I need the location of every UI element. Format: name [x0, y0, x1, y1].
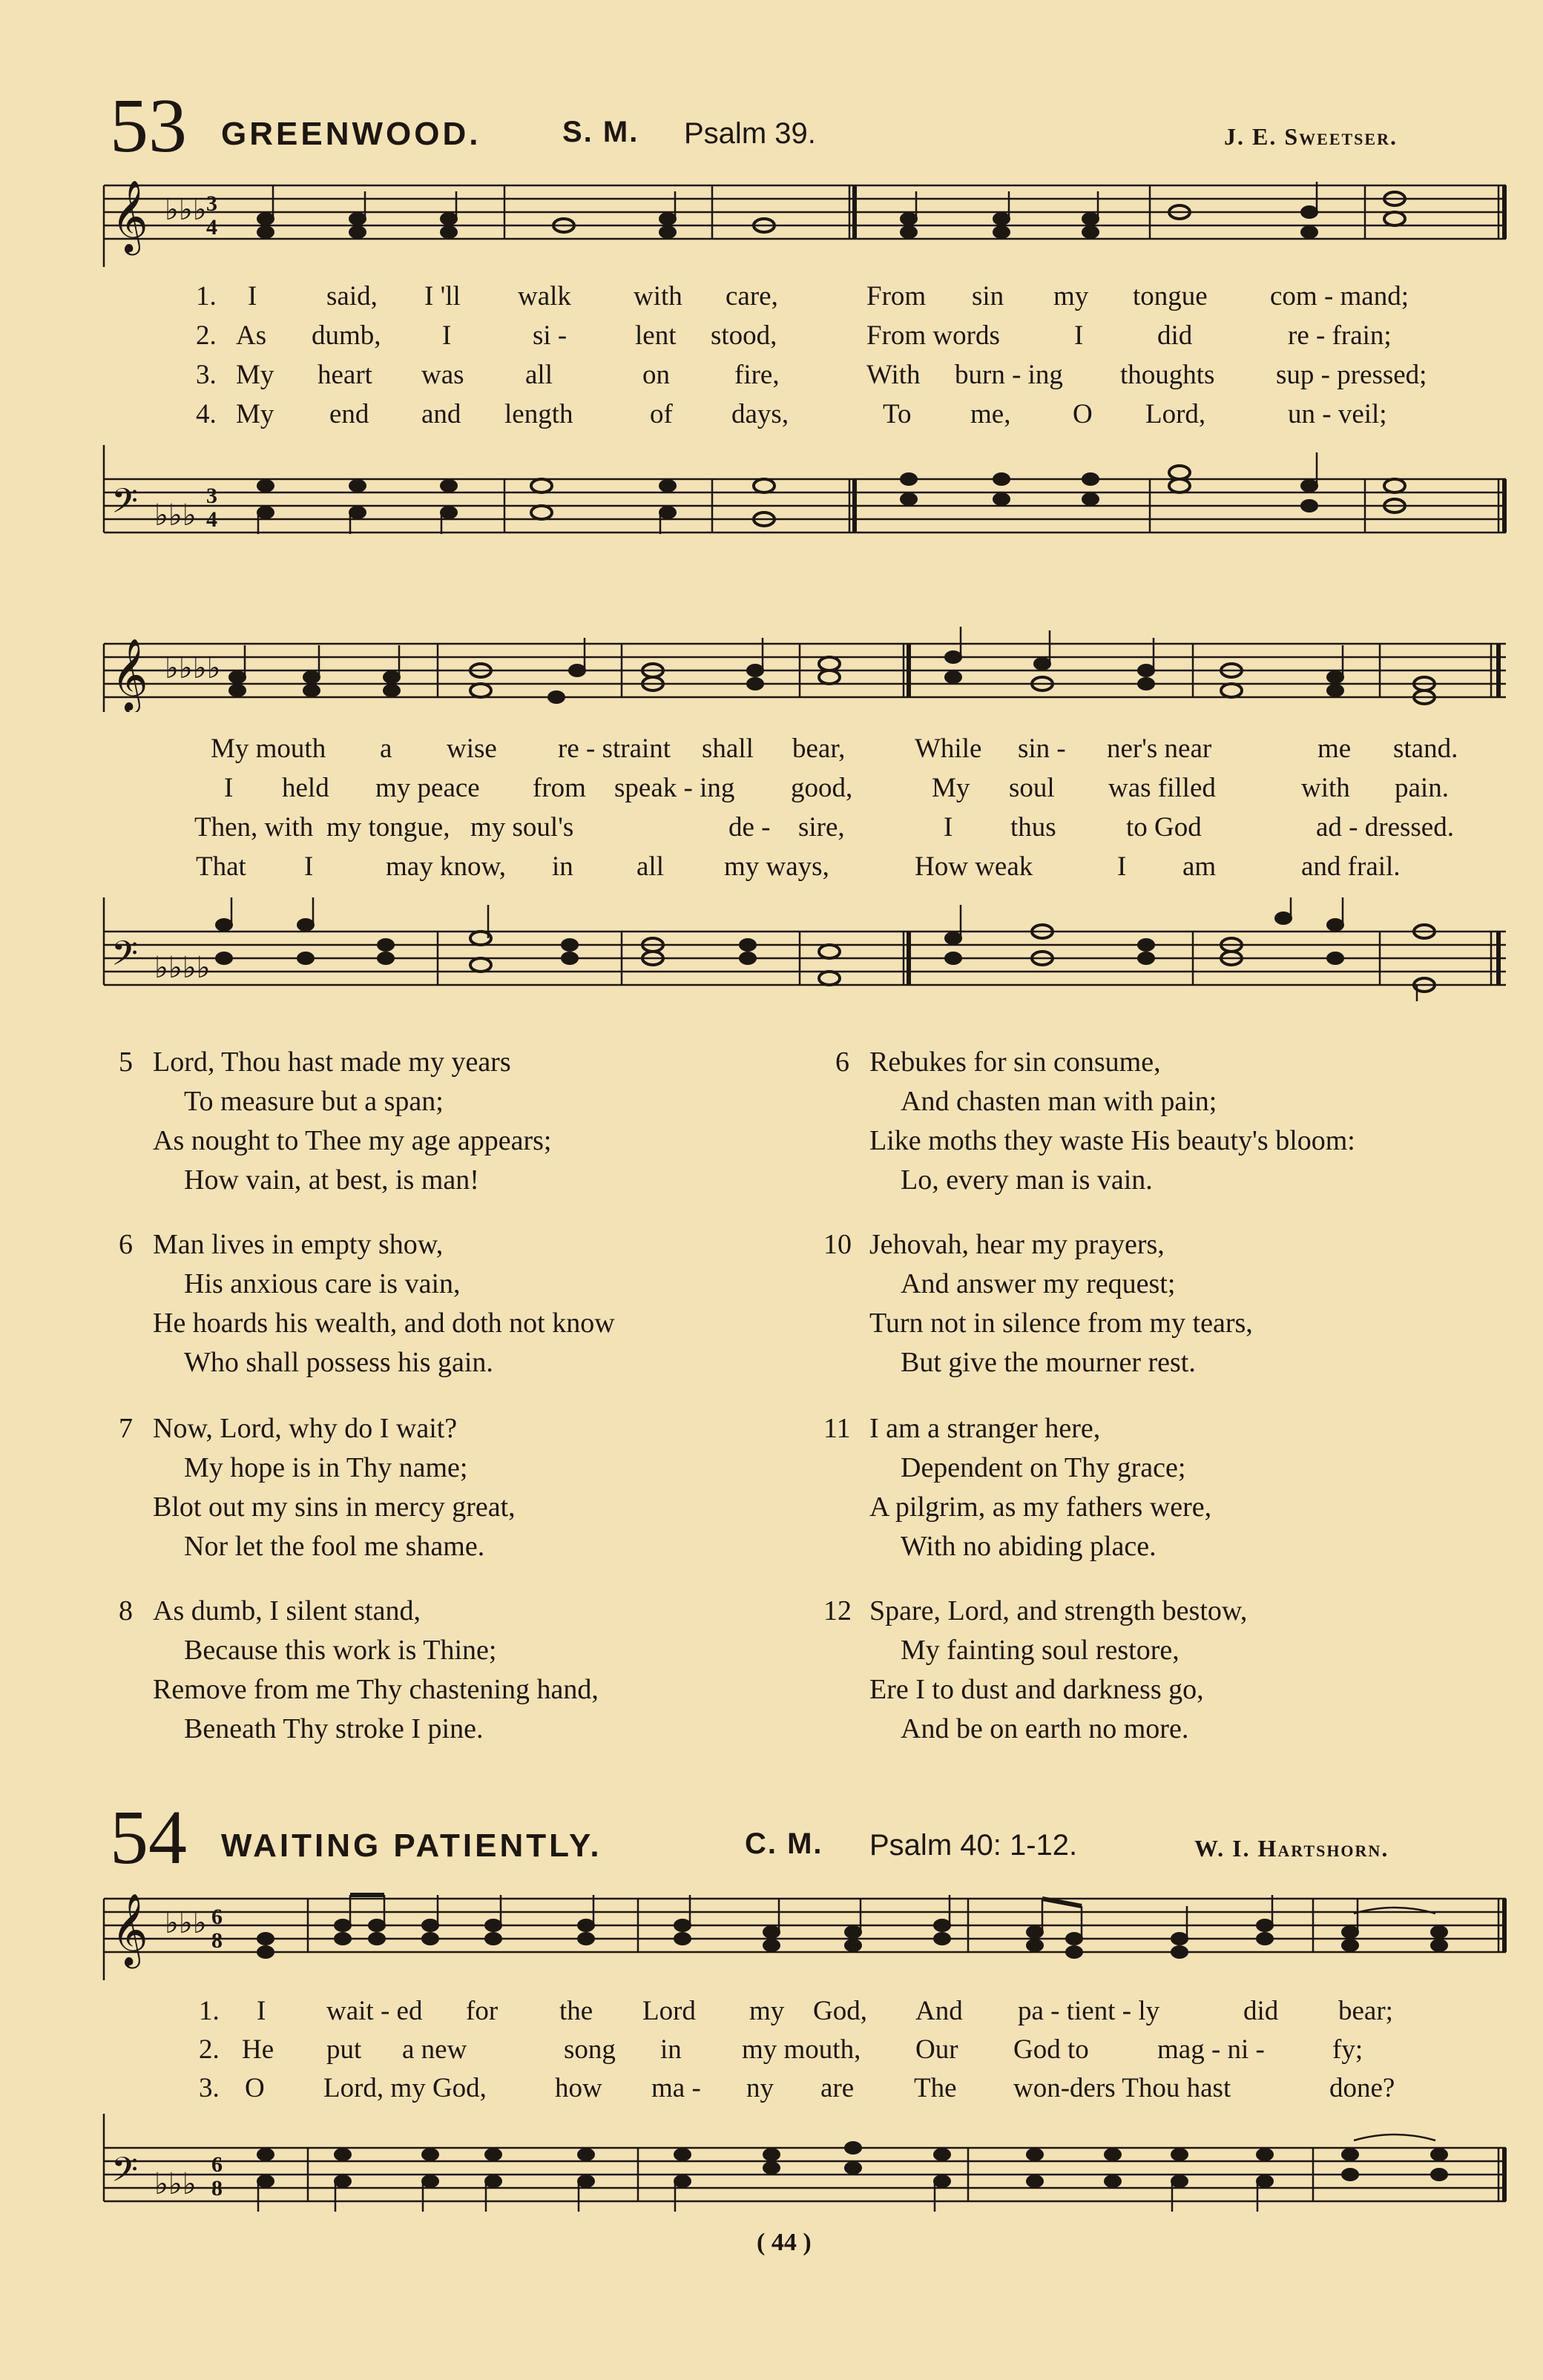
stanza [119, 1225, 615, 1382]
stanza-line: With no abiding place. [901, 1531, 1157, 1562]
hymn-53-system-1-treble-staff [0, 178, 1543, 267]
hymn-number: 53 [110, 83, 187, 168]
lyric: de - [728, 812, 771, 843]
lyric: Then, with [194, 812, 314, 843]
lyric: ad - dressed. [1316, 812, 1454, 843]
lyric: Lord, my God, [323, 2073, 487, 2103]
verse-line-2 [0, 2034, 1543, 2071]
hymn-54-treble-staff [0, 1891, 1543, 1980]
verse-line-2 [0, 772, 1543, 809]
lyric: said, [326, 281, 378, 311]
lyric: was filled [1108, 773, 1216, 803]
hymn-meter: S. M. [562, 116, 639, 148]
lyric: My [236, 399, 274, 429]
svg-text:𝄢: 𝄢 [111, 483, 139, 529]
stanza-line: Remove from me Thy chastening hand, [153, 1674, 599, 1705]
hymn-54-bass-staff [0, 2114, 1543, 2218]
lyric: did [1157, 320, 1193, 351]
lyric: God, [813, 1996, 867, 2026]
hymn-meter: C. M. [745, 1827, 823, 1860]
lyric: The [914, 2073, 957, 2103]
lyric: I [304, 851, 314, 882]
verse-line-3 [0, 2072, 1543, 2109]
svg-text:6: 6 [211, 2152, 223, 2177]
lyric: me, [970, 399, 1011, 429]
lyric: re - straint [558, 734, 671, 764]
lyric: in [552, 851, 573, 882]
lyric: of [650, 399, 673, 429]
hymn-53-header [0, 83, 1543, 169]
lyric: He [242, 2034, 274, 2065]
svg-text:𝄢: 𝄢 [111, 935, 139, 981]
lyric: stood, [711, 320, 777, 351]
stanza-line: As dumb, I silent stand, [153, 1595, 421, 1626]
stanza-line: Beneath Thy stroke I pine. [184, 1713, 484, 1744]
verse-line-1 [0, 1995, 1543, 2032]
stanza-line: How vain, at best, is man! [184, 1164, 479, 1196]
lyric: My mouth [211, 734, 326, 764]
hymn-title: GREENWOOD. [221, 116, 481, 152]
lyric: and frail. [1301, 851, 1401, 882]
stanza-line: But give the mourner rest. [901, 1347, 1196, 1378]
stanza-number: 6 [835, 1046, 849, 1078]
stanza-line: My fainting soul restore, [901, 1635, 1180, 1666]
lyric: days, [731, 399, 789, 429]
stanza-line: A pilgrim, as my fathers were, [869, 1491, 1212, 1523]
svg-text:8: 8 [211, 2176, 223, 2201]
verse-number: 3. [199, 2073, 220, 2103]
lyric: my soul's [470, 812, 574, 843]
lyric: with [1301, 773, 1350, 803]
lyric: my tongue, [326, 812, 450, 843]
stanza [119, 1043, 552, 1200]
lyric: walk [518, 281, 571, 311]
lyric: on [642, 360, 670, 390]
hymn-number: 54 [110, 1795, 187, 1880]
lyric: care, [726, 281, 778, 311]
svg-text:♭♭♭♭: ♭♭♭♭ [154, 951, 211, 984]
lyric: fy; [1332, 2034, 1363, 2065]
lyric: my [749, 1996, 785, 2026]
lyric: my mouth, [742, 2034, 861, 2065]
lyric: Lord, [1145, 399, 1206, 429]
stanza-line: Dependent on Thy grace; [901, 1452, 1186, 1483]
stanza-line: Jehovah, hear my prayers, [869, 1229, 1165, 1260]
stanza [823, 1225, 1253, 1382]
verse-line-3 [0, 811, 1543, 848]
stanza-line: And chasten man with pain; [901, 1086, 1217, 1117]
stanza-line: Ere I to dust and darkness go, [869, 1674, 1204, 1705]
stanza-line: To measure but a span; [184, 1086, 444, 1117]
stanza-line: Now, Lord, why do I wait? [153, 1413, 458, 1444]
lyric: pain. [1395, 773, 1449, 803]
lyric: My [236, 360, 274, 390]
lyric: si - [533, 320, 567, 351]
lyric: won-ders Thou hast [1013, 2073, 1231, 2103]
svg-text:𝄞: 𝄞 [111, 179, 148, 252]
lyric: ma - [651, 2073, 701, 2103]
stanza [835, 1043, 1355, 1200]
hymn-composer: J. E. Sweetser. [1224, 123, 1398, 150]
verse-number: 1. [199, 1996, 220, 2026]
lyric: stand. [1393, 734, 1458, 764]
lyric: I 'll [424, 281, 461, 311]
lyric: tongue [1133, 281, 1208, 311]
lyric: While [915, 734, 982, 764]
lyric: bear; [1338, 1996, 1393, 2026]
lyric: heart [318, 360, 372, 390]
lyric: how [555, 2073, 602, 2103]
lyric: shall [702, 734, 754, 764]
stanza-number: 5 [119, 1046, 133, 1078]
lyric: From words [866, 320, 1000, 351]
lyric: and [421, 399, 461, 429]
lyric: in [660, 2034, 682, 2065]
hymn-psalm-reference: Psalm 40: 1-12. [869, 1829, 1078, 1862]
stanza [119, 1409, 516, 1566]
svg-text:6: 6 [211, 1905, 223, 1929]
lyric: a new [402, 2034, 467, 2065]
lyric: sin - [1018, 734, 1066, 764]
hymn-psalm-reference: Psalm 39. [684, 117, 816, 150]
lyric: did [1243, 1996, 1279, 2026]
verse-number: 3. [196, 360, 217, 390]
lyric: for [466, 1996, 499, 2026]
lyric: re - frain; [1288, 320, 1392, 351]
lyric: may know, [386, 851, 507, 882]
lyric: all [636, 851, 664, 882]
lyric: I [224, 773, 234, 803]
stanza-number: 6 [119, 1229, 133, 1260]
lyric: My [932, 773, 970, 803]
lyric: I [257, 1996, 266, 2026]
lyric: thoughts [1120, 360, 1215, 390]
hymn-53-system-2-bass-staff [0, 897, 1543, 1001]
lyric: I [944, 812, 953, 843]
lyric: ner's near [1107, 734, 1212, 764]
lyric: burn - ing [955, 360, 1063, 390]
verse-number: 4. [196, 399, 217, 429]
lyric: a [380, 734, 392, 764]
lyric: I [1074, 320, 1084, 351]
lyric: With [866, 360, 921, 390]
stanza-line: His anxious care is vain, [184, 1268, 461, 1299]
stanza-line: Because this work is Thine; [184, 1635, 497, 1666]
stanza-line: Like moths they waste His beauty's bloom: [869, 1125, 1355, 1156]
lyric: speak - ing [614, 773, 735, 803]
lyric: From [866, 281, 927, 311]
lyric: com - mand; [1270, 281, 1409, 311]
stanza-line: Lo, every man is vain. [901, 1164, 1153, 1196]
svg-text:♭♭♭: ♭♭♭ [154, 2167, 197, 2201]
stanza-line: Man lives in empty show, [153, 1229, 444, 1260]
lyric: God to [1013, 2034, 1089, 2065]
lyric: pa - tient - ly [1018, 1996, 1160, 2026]
verse-line-4 [0, 398, 1543, 435]
stanza-line: Nor let the fool me shame. [184, 1531, 485, 1562]
stanza-line: I am a stranger here, [869, 1413, 1101, 1444]
lyric: Our [915, 2034, 958, 2065]
verse-line-1 [0, 733, 1543, 770]
svg-text:♭♭♭: ♭♭♭ [165, 1906, 207, 1939]
stanza-number: 12 [823, 1595, 852, 1626]
stanza [823, 1409, 1212, 1566]
lyric: O [1073, 399, 1093, 429]
lyric: sire, [798, 812, 845, 843]
lyric: wait - ed [326, 1996, 423, 2026]
stanza-line: As nought to Thee my age appears; [153, 1125, 552, 1156]
verse-line-3 [0, 359, 1543, 396]
stanza-line: He hoards his wealth, and doth not know [153, 1308, 615, 1339]
verse-line-2 [0, 320, 1543, 357]
lyric: That [196, 851, 246, 882]
lyric: song [564, 2034, 616, 2065]
stanza-number: 7 [119, 1413, 133, 1444]
page-number: ( 44 ) [757, 2229, 812, 2256]
verse-line-1 [0, 280, 1543, 317]
stanza-line: Spare, Lord, and strength bestow, [869, 1595, 1248, 1626]
stanza [823, 1592, 1248, 1749]
lyric: As [236, 320, 267, 351]
stanza-line: Blot out my sins in mercy great, [153, 1491, 516, 1523]
hymn-54-header [0, 1795, 1543, 1881]
svg-text:3: 3 [206, 484, 217, 508]
lyric: Lord [642, 1996, 696, 2026]
stanza-line: My hope is in Thy name; [184, 1452, 468, 1483]
stanza-number: 8 [119, 1595, 133, 1626]
lyric: I [1117, 851, 1127, 882]
lyric: soul [1009, 773, 1055, 803]
svg-text:♭♭♭: ♭♭♭ [154, 498, 197, 532]
hymn-title: WAITING PATIENTLY. [221, 1827, 602, 1864]
verse-line-4 [0, 851, 1543, 888]
lyric: lent [635, 320, 677, 351]
svg-text:♭♭♭: ♭♭♭ [165, 193, 207, 226]
svg-text:♭♭♭♭: ♭♭♭♭ [165, 651, 221, 685]
lyric: length [504, 399, 573, 429]
lyric: from [533, 773, 586, 803]
svg-text:𝄞: 𝄞 [111, 641, 148, 710]
lyric: thus [1010, 812, 1056, 843]
verse-number: 1. [196, 281, 217, 311]
lyric: mag - ni - [1157, 2034, 1265, 2065]
svg-text:4: 4 [206, 215, 217, 240]
lyric: with [634, 281, 682, 311]
stanza-number: 10 [823, 1229, 852, 1260]
lyric: To [883, 399, 912, 429]
lyric: done? [1329, 2073, 1395, 2103]
lyric: to God [1126, 812, 1202, 843]
lyric: I [442, 320, 452, 351]
stanza-line: Turn not in silence from my tears, [869, 1308, 1253, 1339]
svg-text:𝄢: 𝄢 [111, 2152, 139, 2198]
lyric: sin [972, 281, 1004, 311]
lyric: ny [746, 2073, 774, 2103]
lyric: was [421, 360, 464, 390]
lyric: all [525, 360, 553, 390]
lyric: un - veil; [1288, 399, 1387, 429]
lyric: good, [791, 773, 853, 803]
lyric: fire, [734, 360, 780, 390]
lyric: my ways, [724, 851, 829, 882]
stanza-line: And answer my request; [901, 1268, 1176, 1299]
stanza-line: Lord, Thou hast made my years [153, 1046, 511, 1078]
verse-number: 2. [196, 320, 217, 351]
stanza-line: And be on earth no more. [901, 1713, 1189, 1744]
stanza-line: Rebukes for sin consume, [869, 1046, 1161, 1078]
lyric: my [1053, 281, 1089, 311]
lyric: held [282, 773, 329, 803]
lyric: the [559, 1996, 593, 2026]
svg-text:4: 4 [206, 507, 217, 532]
lyric: bear, [792, 734, 846, 764]
lyric: O [245, 2073, 265, 2103]
lyric: my peace [375, 773, 480, 803]
svg-text:𝄞: 𝄞 [111, 1896, 148, 1965]
stanza-line: Who shall possess his gain. [184, 1347, 493, 1378]
hymn-53-system-2-treble-staff [0, 623, 1543, 712]
stanza [119, 1592, 599, 1749]
hymn-composer: W. I. Hartshorn. [1194, 1835, 1389, 1862]
lyric: end [329, 399, 369, 429]
lyric: wise [447, 734, 497, 764]
lyric: are [820, 2073, 855, 2103]
stanza-number: 11 [823, 1413, 851, 1444]
lyric: put [326, 2034, 362, 2065]
lyric: sup - pressed; [1276, 360, 1427, 390]
lyric: I [248, 281, 257, 311]
lyric: And [915, 1996, 963, 2026]
verse-number: 2. [199, 2034, 220, 2065]
svg-text:3: 3 [206, 191, 217, 216]
svg-text:8: 8 [211, 1928, 223, 1953]
lyric: How weak [915, 851, 1033, 882]
lyric: am [1182, 851, 1217, 882]
hymn-53-system-1-bass-staff [0, 445, 1543, 534]
lyric: me [1317, 734, 1352, 764]
lyric: dumb, [312, 320, 381, 351]
